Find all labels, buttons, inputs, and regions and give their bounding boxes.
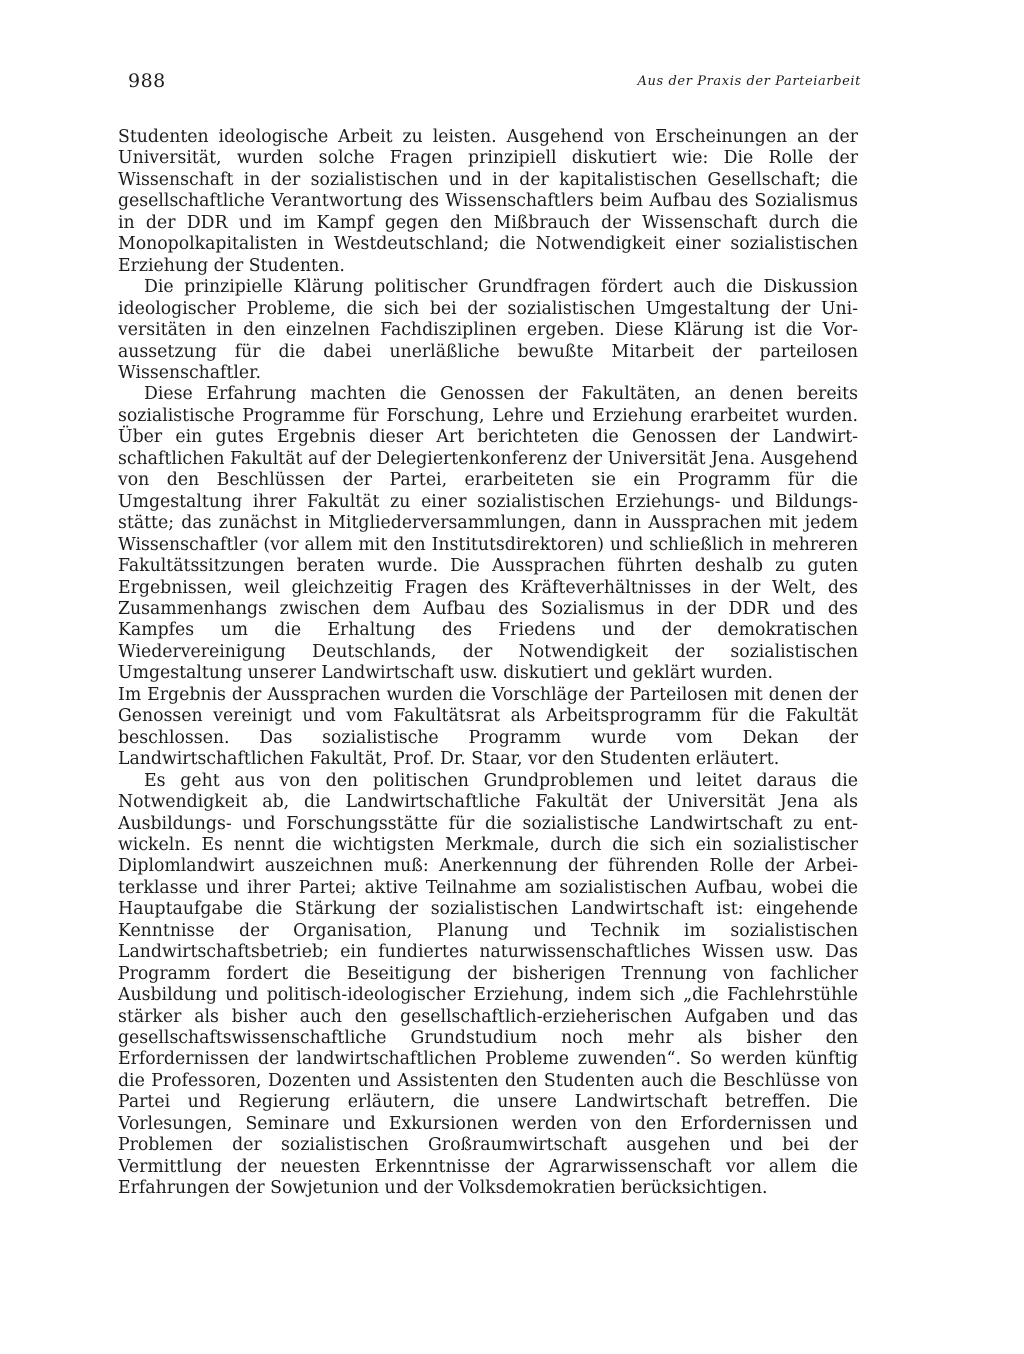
paragraph-4: Im Ergebnis der Aussprachen wurden die Vorschläge der Parteilosen mit denen der Genossen vereinigt und vom Fakultätsrat als Arbeitsprogramm für die Fakultät beschlossen. Das sozialistische Programm wurde vom Dekan der Landwirtschaftlichen Fakultät, Prof. Dr. Staar, vor den Studenten erläutert.	[118, 684, 858, 770]
paragraph-5: Es geht aus von den politischen Grundproblemen und leitet daraus die Notwendigkeit ab, die Landwirtschaftliche Fakultät der Universität Jena als Ausbildungs- und Forschungsstätte für die sozialistische Landwirtschaft zu entwickeln. Es nennt die wichtigsten Merkmale, durch die sich ein sozialistischer Diplomlandwirt auszeichnen muß: Anerkennung der führenden Rolle der Arbeiterklasse und ihrer Partei; aktive Teilnahme am sozialistischen Aufbau, wobei die Hauptaufgabe die Stärkung der sozialistischen Landwirtschaft ist: eingehende Kenntnisse der Organisation, Planung und Technik im sozialistischen Landwirtschaftsbetrieb; ein fundiertes naturwissenschaftliches Wissen usw. Das Programm fordert die Beseitigung der bisherigen Trennung von fachlicher Ausbildung und politisch-ideologischer Erziehung, indem sich „die Fachlehrstühle stärker als bisher auch den gesellschaftlich-erzieherischen Aufgaben und das gesellschaftswissenschaftliche Grundstudium noch mehr als bisher den Erfordernissen der landwirtschaftlichen Probleme zuwenden“. So werden künftig die Professoren, Dozenten und Assistenten den Studenten auch die Beschlüsse von Partei und Regierung erläutern, die unsere Landwirtschaft betreffen. Die Vorlesungen, Seminare und Exkursionen werden von den Erfordernissen und Problemen der sozialistischen Großraumwirtschaft ausgehen und bei der Vermittlung der neuesten Erkenntnisse der Agrarwissenschaft vor allem die Erfahrungen der Sowjetunion und der Volksdemokratien berücksichtigen.	[118, 770, 858, 1199]
document-page	[118, 70, 861, 1200]
paragraph-1: Studenten ideologische Arbeit zu leisten. Ausgehend von Erscheinungen an der Universität, wurden solche Fragen prinzipiell diskutiert wie: Die Rolle der Wissenschaft in der sozialistischen und in der kapitalistischen Gesellschaft; die gesellschaftliche Verantwortung des Wissenschaftlers beim Aufbau des Sozialismus in der DDR und im Kampf gegen den Mißbrauch der Wissenschaft durch die Monopolkapitalisten in Westdeutschland; die Notwendigkeit einer sozialistischen Erziehung der Studenten.	[118, 127, 858, 276]
paragraph-3: Diese Erfahrung machten die Genossen der Fakultäten, an denen bereits sozialistische Programme für Forschung, Lehre und Erziehung erarbeitet wurden. Über ein gutes Ergebnis dieser Art berichteten die Genossen der Landwirtschaftlichen Fakultät auf der Delegiertenkonferenz der Universität Jena. Ausgehend von den Beschlüssen der Partei, erarbeiteten sie ein Programm für die Umgestaltung ihrer Fakultät zu einer sozialistischen Erziehungs- und Bildungsstätte; das zunächst in Mitgliederversammlungen, dann in Aussprachen mit jedem Wissenschaftler (vor allem mit den Institutsdirektoren) und schließlich in mehreren Fakultätssitzungen beraten wurde. Die Aussprachen führten deshalb zu guten Ergebnissen, weil gleichzeitig Fragen des Kräfteverhältnisses in der Welt, des Zusammenhangs zwischen dem Aufbau des Sozialismus in der DDR und des Kampfes um die Erhaltung des Friedens und der demokratischen Wiedervereinigung Deutschlands, der Notwendigkeit der sozialistischen Umgestaltung unserer Landwirtschaft usw. diskutiert und geklärt wurden.	[118, 384, 858, 684]
body-text	[118, 127, 858, 1200]
running-head: Aus der Praxis der Parteiarbeit	[637, 74, 861, 89]
page-number: 988	[128, 70, 166, 92]
page-header	[118, 70, 861, 98]
paragraph-2: Die prinzipielle Klärung politischer Grundfragen fördert auch die Diskussion ideologischer Probleme, die sich bei der sozialistischen Umgestaltung der Universitäten in den einzelnen Fachdisziplinen ergeben. Diese Klärung ist die Voraussetzung für die dabei unerläßliche bewußte Mitarbeit der parteilosen Wissenschaftler.	[118, 277, 858, 383]
